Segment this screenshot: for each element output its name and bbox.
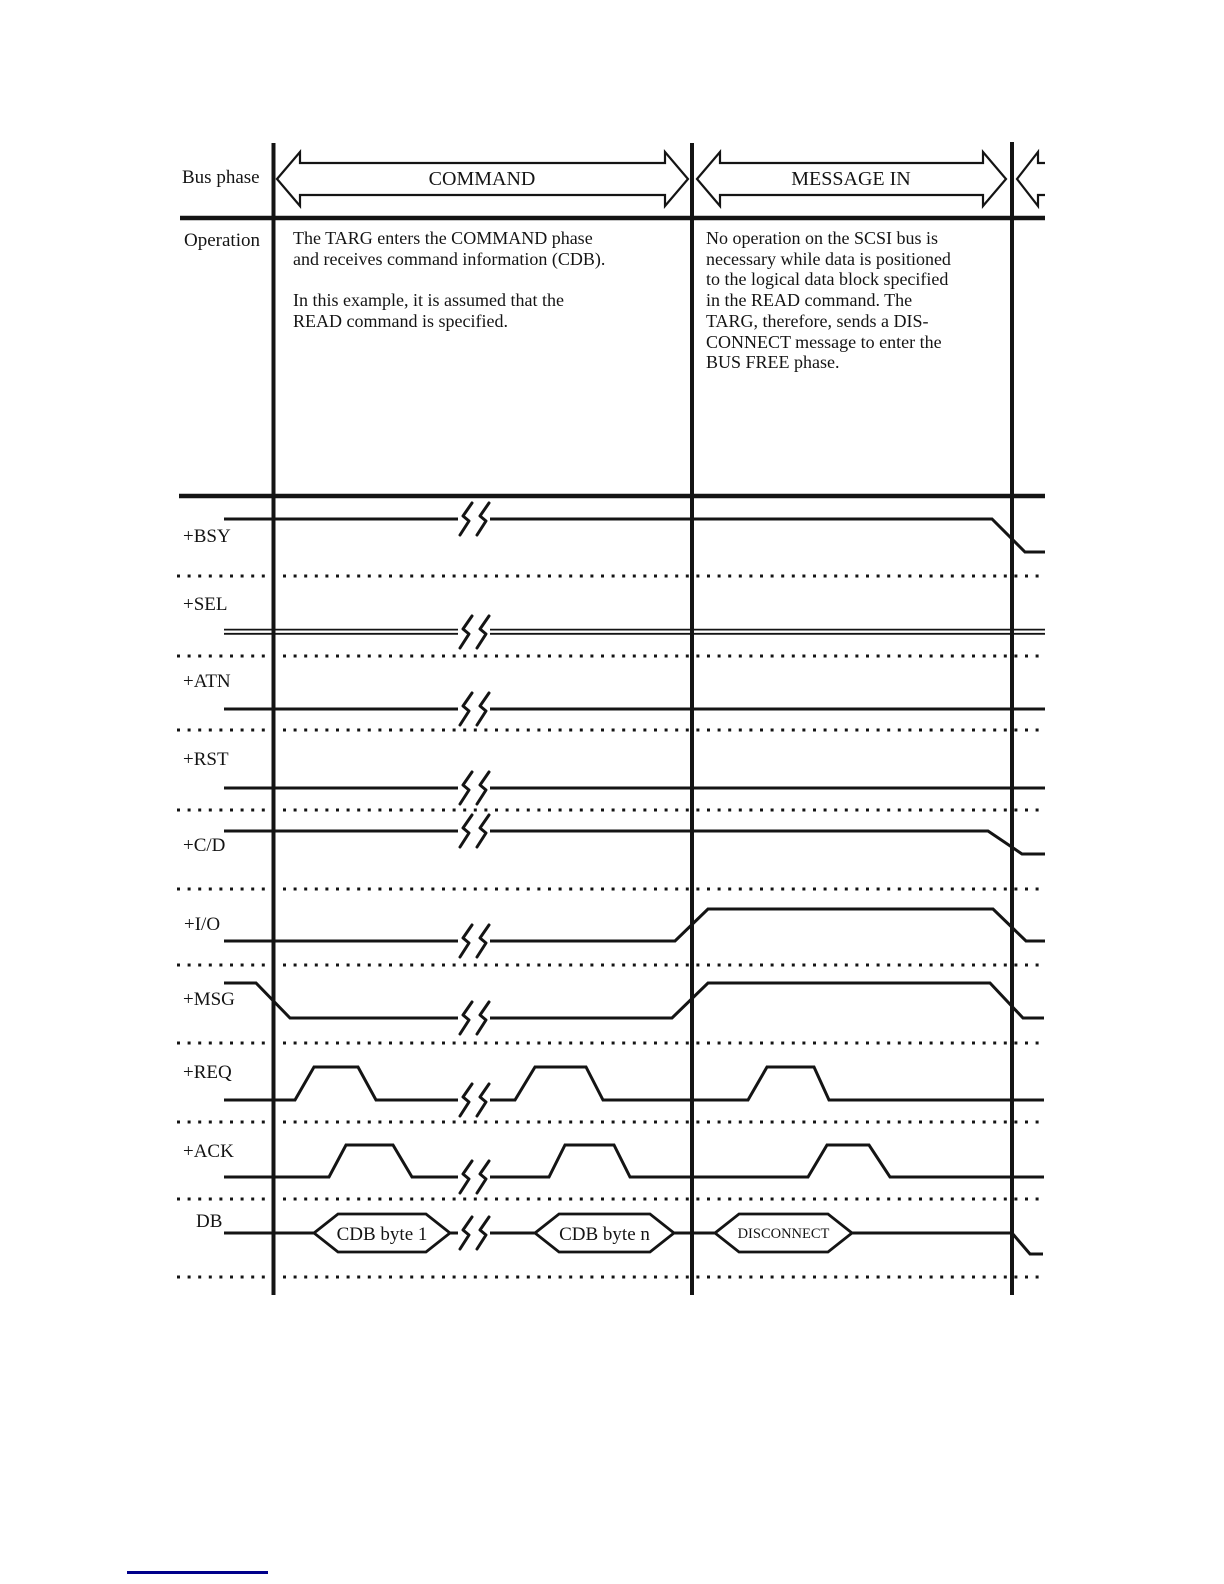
phase-boundary-lines	[274, 142, 1013, 1295]
phase-banner-label-command: COMMAND	[428, 168, 536, 190]
operation-text-line: CONNECT message to enter the	[706, 331, 942, 352]
signal-label-rst: +RST	[183, 749, 229, 770]
operation-text-line: TARG, therefore, sends a DIS-	[706, 310, 929, 331]
cd-waveform	[224, 831, 1045, 854]
operation-text-line: necessary while data is positioned	[706, 248, 951, 269]
operation-text-line: In this example, it is assumed that the	[293, 290, 564, 311]
row-separator-dotted-lines	[177, 576, 1042, 1277]
next-phase-arrow-partial	[1017, 152, 1045, 206]
req-waveform	[224, 1067, 1044, 1100]
message-in-phase-arrow	[697, 152, 1006, 206]
io-waveform	[224, 909, 1045, 941]
ack-waveform	[224, 1145, 1044, 1177]
operation-text-line: No operation on the SCSI bus is	[706, 228, 938, 248]
sel-waveform	[224, 630, 1045, 634]
signal-label-cd: +C/D	[183, 835, 226, 856]
db-value-cdb-byte-n: CDB byte n	[559, 1224, 650, 1245]
phase-banners	[277, 152, 1045, 206]
signal-label-io: +I/O	[184, 914, 221, 935]
operation-text-line: READ command is specified.	[293, 310, 508, 331]
waveform-break-marks	[460, 503, 489, 1249]
operation-text-line: BUS FREE phase.	[706, 352, 840, 373]
operation-text-line: The TARG enters the COMMAND phase	[293, 228, 593, 248]
bsy-waveform	[224, 519, 1045, 552]
operation-label: Operation	[184, 230, 260, 251]
command-phase-arrow	[277, 152, 688, 206]
db-value-cdb-byte-1: CDB byte 1	[336, 1224, 428, 1245]
db-value-disconnect: DISCONNECT	[737, 1226, 830, 1242]
footnote-rule	[127, 1571, 268, 1574]
signal-label-sel: +SEL	[183, 594, 228, 615]
signal-label-msg: +MSG	[183, 989, 235, 1010]
operation-text-line: in the READ command. The	[706, 290, 913, 311]
signal-label-atn: +ATN	[183, 671, 231, 692]
signal-label-req: +REQ	[183, 1062, 232, 1083]
signal-label-db: DB	[196, 1211, 223, 1232]
msg-waveform	[224, 983, 1044, 1018]
operation-text-line: to the logical data block specified	[706, 269, 949, 290]
signal-label-ack: +ACK	[183, 1141, 234, 1162]
signal-label-bsy: +BSY	[183, 526, 231, 547]
waveforms	[224, 519, 1045, 1254]
operation-text-line: and receives command information (CDB).	[293, 248, 606, 269]
table-border-lines	[179, 218, 1045, 496]
bus-phase-label: Bus phase	[182, 167, 260, 188]
phase-banner-label-message-in: MESSAGE IN	[791, 168, 911, 190]
